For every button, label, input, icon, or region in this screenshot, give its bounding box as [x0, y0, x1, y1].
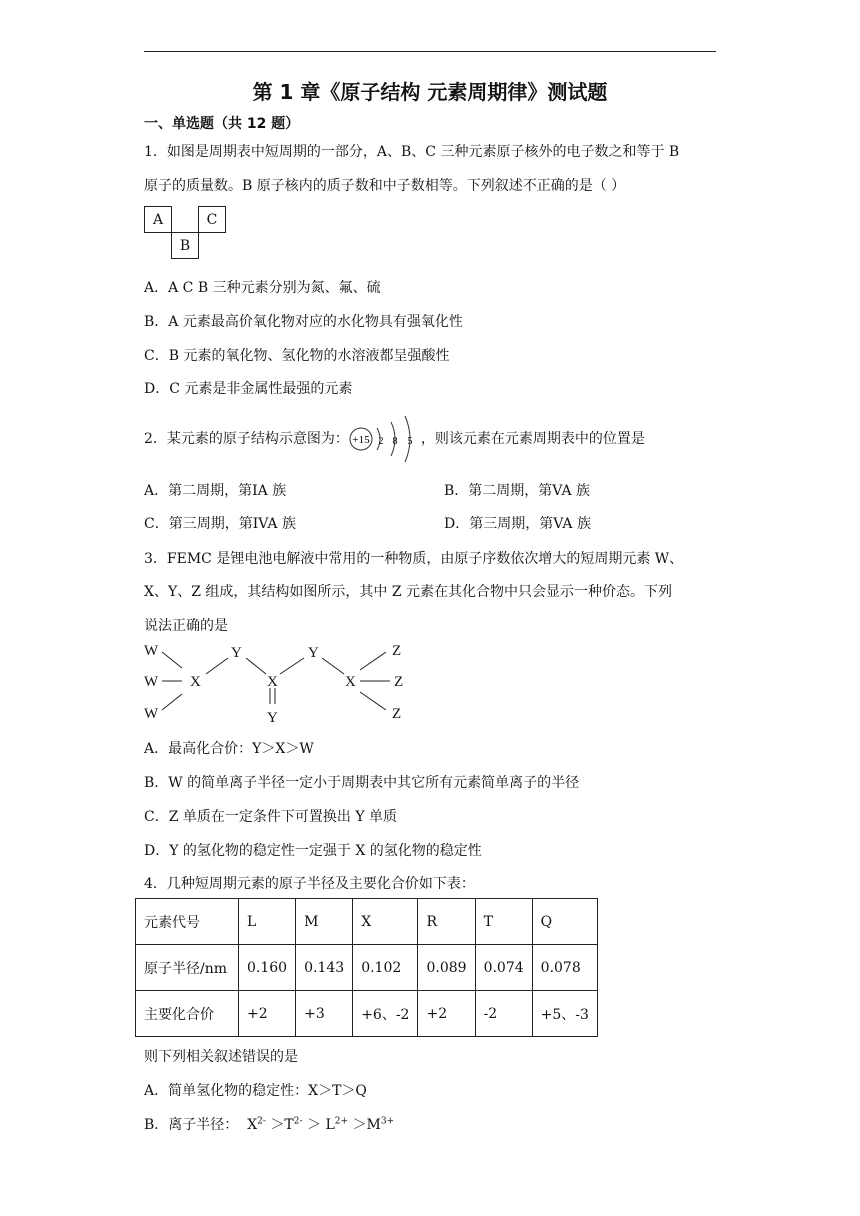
table-row: [136, 991, 598, 1037]
atom-z-2: Z: [394, 674, 404, 690]
q4-option-b: [144, 1114, 394, 1134]
atom-y-2: Y: [267, 710, 278, 726]
table-cell: +5、-3: [532, 991, 597, 1037]
q3-option-c: C．Z 单质在一定条件下可置换出 Y 单质: [144, 809, 398, 825]
q3-stem-line3: 说法正确的是: [144, 618, 228, 634]
cell-b: B: [172, 233, 199, 259]
header-rule: [144, 51, 716, 52]
q1-periodic-fragment: [144, 206, 226, 259]
page-title: 第 1 章《原子结构 元素周期律》测试题: [252, 80, 608, 104]
q3-structure-diagram: [140, 638, 420, 730]
table-cell: +3: [296, 991, 353, 1037]
q4-option-b-prefix: B．离子半径：: [144, 1117, 239, 1133]
atom-structure-diagram: [349, 414, 421, 464]
table-row: [136, 945, 598, 991]
atom-w-3: W: [144, 706, 159, 722]
q1-option-c: C．B 元素的氧化物、氢化物的水溶液都呈强酸性: [144, 348, 450, 364]
table-cell: 0.089: [418, 945, 475, 991]
cell-a: A: [145, 207, 172, 233]
q4-data-table: [135, 898, 598, 1037]
ion-separator: ＞: [270, 1117, 285, 1133]
q2-stem-prefix: 2．某元素的原子结构示意图为：: [144, 431, 349, 447]
q4-option-a: A．简单氢化物的稳定性：X＞T＞Q: [144, 1083, 367, 1099]
ion-m: $M^{3+}$: [366, 1116, 395, 1133]
q3-option-a: A．最高化合价：Y＞X＞W: [144, 741, 314, 757]
q2-option-c: C．第三周期，第IVA 族: [144, 516, 296, 532]
q4-stem: 4．几种短周期元素的原子半径及主要化合价如下表：: [144, 876, 475, 892]
shell-1-electrons: 2: [378, 436, 384, 447]
q3-stem-line1: 3．FEMC 是锂电池电解液中常用的一种物质，由原子序数依次增大的短周期元素 W、: [144, 551, 684, 567]
atom-x-2: X: [267, 674, 278, 690]
table-cell: 0.074: [475, 945, 532, 991]
ion-separator: ＞: [306, 1117, 321, 1133]
atom-z-3: Z: [392, 706, 402, 722]
table-cell: 元素代号: [136, 899, 239, 945]
table-cell: 主要化合价: [136, 991, 239, 1037]
q2-stem-suffix: ，则该元素在元素周期表中的位置是: [420, 431, 645, 447]
q2-option-a: A．第二周期，第IA 族: [144, 483, 287, 499]
cell-c: C: [199, 207, 226, 233]
atom-y-3: Y: [308, 645, 319, 661]
table-cell: +2: [418, 991, 475, 1037]
q3-option-d: D．Y 的氢化物的稳定性一定强于 X 的氢化物的稳定性: [144, 843, 482, 859]
table-cell: T: [475, 899, 532, 945]
atom-x-3: X: [345, 674, 356, 690]
q2-option-d: D．第三周期，第VA 族: [444, 516, 591, 532]
ion-l: $L^{2+}$: [325, 1116, 349, 1133]
table-cell: -2: [475, 991, 532, 1037]
q2-option-b: B．第二周期，第VA 族: [444, 483, 591, 499]
q1-option-d: D．C 元素是非金属性最强的元素: [144, 381, 353, 397]
table-cell: +2: [239, 991, 296, 1037]
q1-option-b: B．A 元素最高价氧化物对应的水化物具有强氧化性: [144, 314, 463, 330]
table-cell: X: [353, 899, 418, 945]
shell-2-electrons: 8: [392, 436, 398, 447]
q1-stem-line2: 原子的质量数。B 原子核内的质子数和中子数相等。下列叙述不正确的是（ ）: [144, 178, 626, 194]
table-cell: +6、-2: [353, 991, 418, 1037]
atom-w-1: W: [144, 643, 159, 659]
q3-stem-line2: X、Y、Z 组成，其结构如图所示，其中 Z 元素在其化合物中只会显示一种价态。下列: [144, 584, 673, 600]
table-cell: 原子半径/nm: [136, 945, 239, 991]
table-cell: 0.078: [532, 945, 597, 991]
atom-z-1: Z: [392, 643, 402, 659]
q1-option-a: A．A C B 三种元素分别为氮、氟、硫: [144, 280, 381, 296]
ion-separator: ＞: [352, 1117, 367, 1133]
nucleus-charge: +15: [352, 434, 370, 446]
q3-option-b: B．W 的简单离子半径一定小于周期表中其它所有元素简单离子的半径: [144, 775, 580, 791]
section-heading: 一、单选题（共 12 题）: [144, 116, 300, 132]
atom-y-1: Y: [231, 645, 242, 661]
q1-stem-line1: 1．如图是周期表中短周期的一部分，A、B、C 三种元素原子核外的电子数之和等于 B: [144, 144, 680, 160]
table-cell: L: [239, 899, 296, 945]
table-cell: R: [418, 899, 475, 945]
table-row: [136, 899, 598, 945]
q4-after-table: 则下列相关叙述错误的是: [144, 1049, 298, 1065]
table-cell: 0.102: [353, 945, 418, 991]
ion-t: $T^{2-}$: [284, 1116, 303, 1133]
table-cell: 0.143: [296, 945, 353, 991]
q2-stem: [144, 428, 645, 448]
table-cell: M: [296, 899, 353, 945]
ion-x: $X^{2-}$: [247, 1116, 266, 1133]
atom-w-2: W: [144, 674, 159, 690]
table-cell: 0.160: [239, 945, 296, 991]
table-cell: Q: [532, 899, 597, 945]
shell-3-electrons: 5: [407, 436, 413, 447]
atom-x-1: X: [190, 674, 201, 690]
